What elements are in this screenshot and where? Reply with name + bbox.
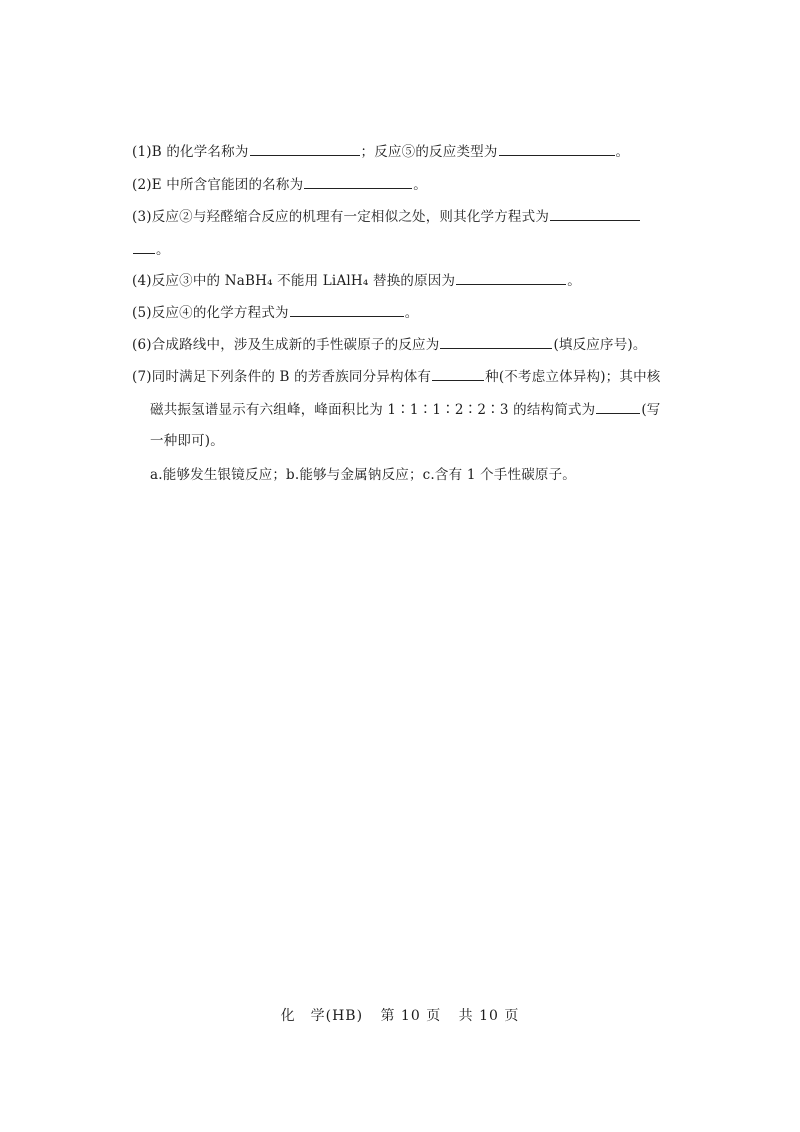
question-1 [132, 142, 629, 161]
question-5 [132, 303, 418, 322]
question-4-end: 。 [567, 273, 581, 289]
question-1-text-2: ；反应⑤的反应类型为 [360, 144, 498, 160]
answer-blank[interactable] [290, 303, 404, 317]
question-1-text: (1)B 的化学名称为 [132, 144, 249, 160]
page-footer [0, 1005, 800, 1025]
answer-blank[interactable] [432, 367, 484, 381]
conditions-text: a.能够发生银镜反应；b.能够与金属钠反应；c.含有 1 个手性碳原子。 [150, 467, 576, 483]
question-4 [132, 271, 581, 290]
footer-subject: 化 学(HB) [280, 1008, 364, 1024]
footer-total-pages: 共 10 页 [458, 1008, 520, 1024]
answer-blank[interactable] [250, 142, 360, 156]
answer-blank[interactable] [456, 271, 566, 285]
question-3-continuation [132, 240, 170, 259]
question-1-end: 。 [615, 144, 630, 160]
question-4-text: (4)反应③中的 NaBH₄ 不能用 LiAlH₄ 替换的原因为 [132, 273, 456, 289]
question-2-text: (2)E 中所含官能团的名称为 [132, 177, 304, 193]
question-7-line-2-end: (写 [641, 402, 661, 418]
question-3-end: 。 [156, 242, 170, 258]
answer-blank[interactable] [440, 335, 552, 349]
answer-blank[interactable] [304, 175, 412, 189]
question-7-line-2 [150, 400, 661, 419]
question-2-end: 。 [413, 177, 427, 193]
question-7-text-2: 种(不考虑立体异构)；其中核 [485, 369, 661, 385]
question-3-text: (3)反应②与羟醛缩合反应的机理有一定相似之处，则其化学方程式为 [132, 209, 550, 225]
question-3 [132, 207, 641, 226]
question-6 [132, 335, 647, 354]
answer-blank[interactable] [550, 207, 640, 221]
question-7 [132, 367, 660, 386]
answer-blank[interactable] [133, 240, 155, 254]
answer-blank[interactable] [596, 400, 640, 414]
question-7-line-3 [150, 432, 224, 450]
answer-blank[interactable] [499, 142, 615, 156]
question-2 [132, 175, 427, 194]
question-6-text: (6)合成路线中，涉及生成新的手性碳原子的反应为 [132, 337, 440, 353]
question-5-text: (5)反应④的化学方程式为 [132, 305, 289, 321]
question-7-conditions [150, 466, 576, 484]
question-6-end: (填反应序号)。 [553, 337, 647, 353]
question-7-text: (7)同时满足下列条件的 B 的芳香族同分异构体有 [132, 369, 432, 385]
question-7-line-3-text: 一种即可)。 [150, 433, 224, 449]
footer-page-number: 第 10 页 [380, 1008, 442, 1024]
question-5-end: 。 [404, 305, 419, 321]
question-7-line-2-text: 磁共振氢谱显示有六组峰，峰面积比为 1∶1∶1∶2∶2∶3 的结构简式为 [150, 402, 596, 418]
